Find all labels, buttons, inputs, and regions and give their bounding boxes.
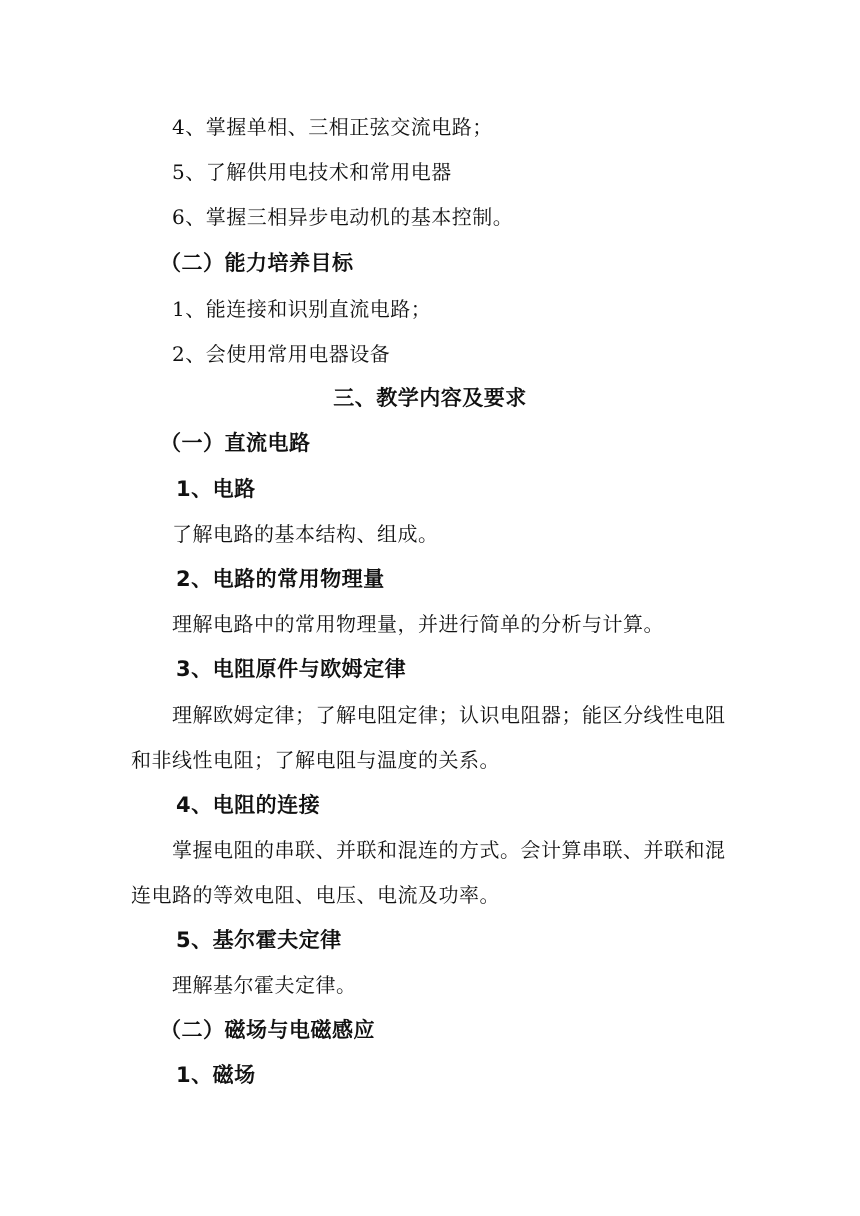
dc-topic-2-title: 2、电路的常用物理量 — [176, 567, 385, 591]
dc-topic-4-text-line-1: 掌握电阻的串联、并联和混连的方式。会计算串联、并联和混 — [172, 838, 726, 862]
magnetic-heading: （二）磁场与电磁感应 — [160, 1018, 375, 1042]
ability-item-1: 1、能连接和识别直流电路； — [172, 297, 432, 321]
dc-topic-3-text-line-1: 理解欧姆定律；了解电阻定律；认识电阻器；能区分线性电阻 — [172, 703, 726, 727]
knowledge-item-5: 5、了解供用电技术和常用电器 — [172, 160, 452, 184]
dc-topic-1-text: 了解电路的基本结构、组成。 — [172, 522, 439, 546]
ability-heading: （二）能力培养目标 — [160, 251, 354, 275]
knowledge-item-4: 4、掌握单相、三相正弦交流电路； — [172, 115, 493, 139]
section-three-heading: 三、教学内容及要求 — [333, 386, 527, 410]
dc-topic-5-text: 理解基尔霍夫定律。 — [172, 973, 357, 997]
dc-topic-3-title: 3、电阻原件与欧姆定律 — [176, 657, 407, 681]
dc-topic-5-title: 5、基尔霍夫定律 — [176, 928, 342, 952]
dc-topic-1-title: 1、电路 — [176, 477, 256, 501]
dc-topic-4-text-line-2: 连电路的等效电阻、电压、电流及功率。 — [131, 883, 500, 907]
ability-item-2: 2、会使用常用电器设备 — [172, 342, 391, 366]
dc-topic-2-text: 理解电路中的常用物理量，并进行简单的分析与计算。 — [172, 612, 664, 636]
magnetic-topic-1-title: 1、磁场 — [176, 1063, 256, 1087]
dc-heading: （一）直流电路 — [160, 431, 311, 455]
dc-topic-4-title: 4、电阻的连接 — [176, 793, 321, 817]
knowledge-item-6: 6、掌握三相异步电动机的基本控制。 — [172, 205, 514, 229]
dc-topic-3-text-line-2: 和非线性电阻；了解电阻与温度的关系。 — [131, 748, 500, 772]
